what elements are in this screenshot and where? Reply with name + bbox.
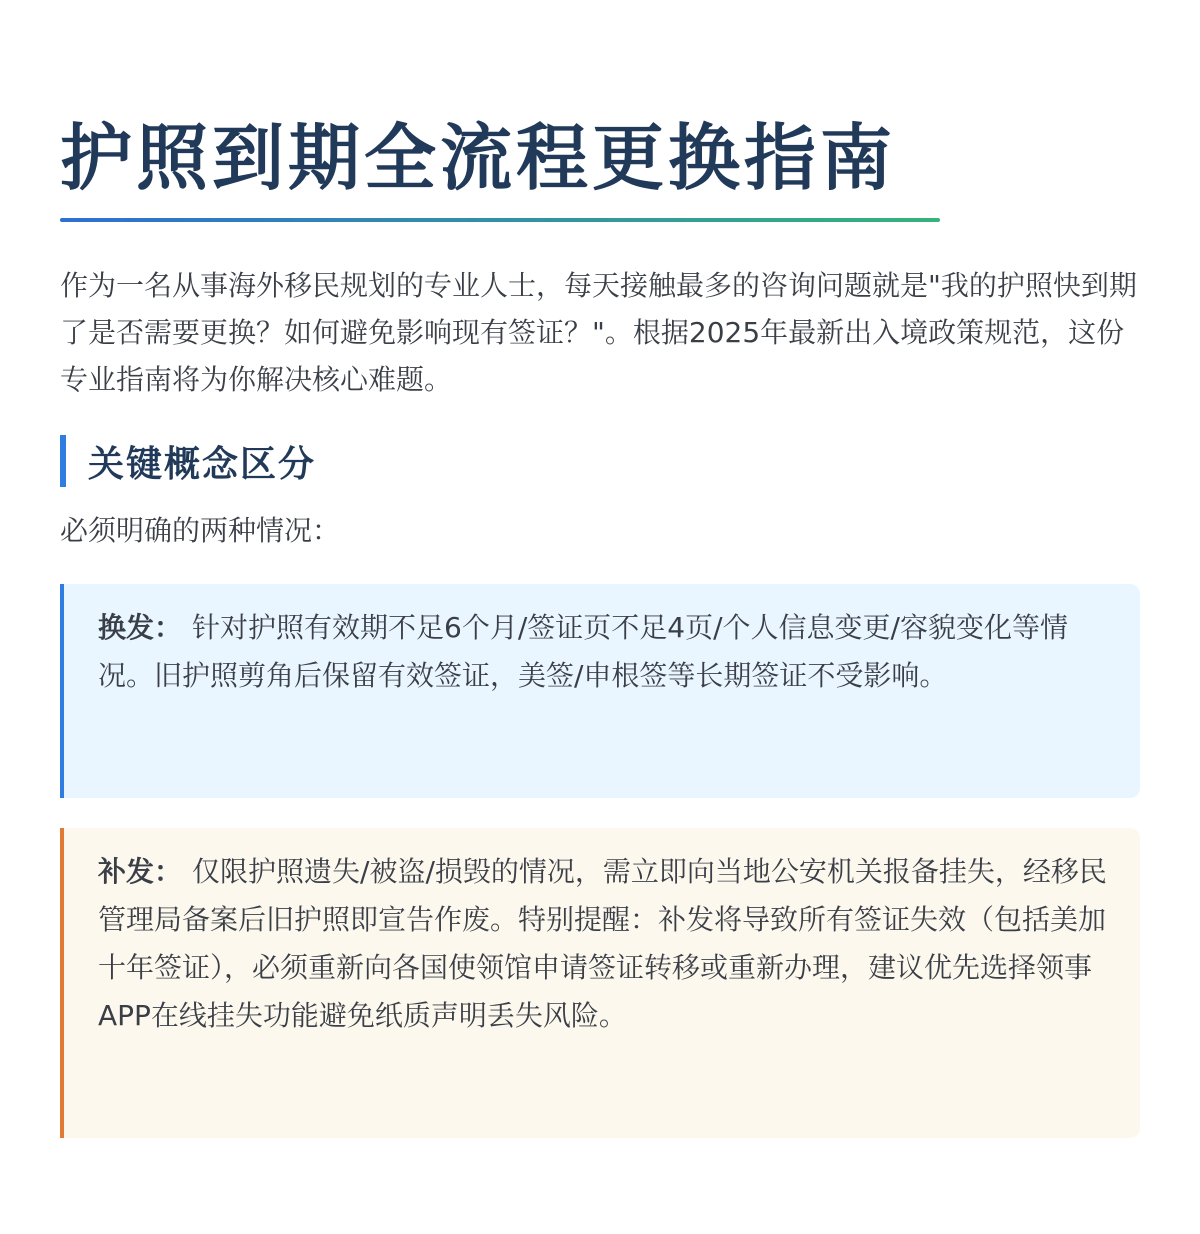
section-heading — [60, 435, 1140, 487]
reissue-card — [60, 828, 1140, 1138]
section-heading-text: 关键概念区分 — [88, 443, 317, 485]
section-subtext: 必须明确的两种情况： — [60, 514, 341, 547]
intro-paragraph: 作为一名从事海外移民规划的专业人士，每天接触最多的咨询问题就是"我的护照快到期了是否需要更换？如何避免影响现有签证？"。根据2025年最新出入境政策规范，这份专业指南将为你解决核心难题。 — [60, 269, 1137, 396]
reissue-label: 补发： — [98, 855, 183, 888]
renewal-card — [60, 584, 1140, 798]
renewal-label: 换发： — [98, 611, 183, 644]
page-title: 护照到期全流程更换指南 — [60, 116, 897, 200]
reissue-card-body — [98, 848, 1110, 1040]
renewal-card-body — [98, 604, 1110, 700]
reissue-text: 仅限护照遗失/被盗/损毁的情况，需立即向当地公安机关报备挂失，经移民管理局备案后旧护照即宣告作废。特别提醒：补发将导致所有签证失效（包括美加十年签证），必须重新向各国使领馆申请签证转移或重新办理，建议优先选择领事APP在线挂失功能避免纸质声明丢失风险。 — [98, 855, 1107, 1032]
renewal-text: 针对护照有效期不足6个月/签证页不足4页/个人信息变更/容貌变化等情况。旧护照剪角后保留有效签证，美签/申根签等长期签证不受影响。 — [98, 611, 1068, 692]
title-underline — [60, 218, 940, 222]
